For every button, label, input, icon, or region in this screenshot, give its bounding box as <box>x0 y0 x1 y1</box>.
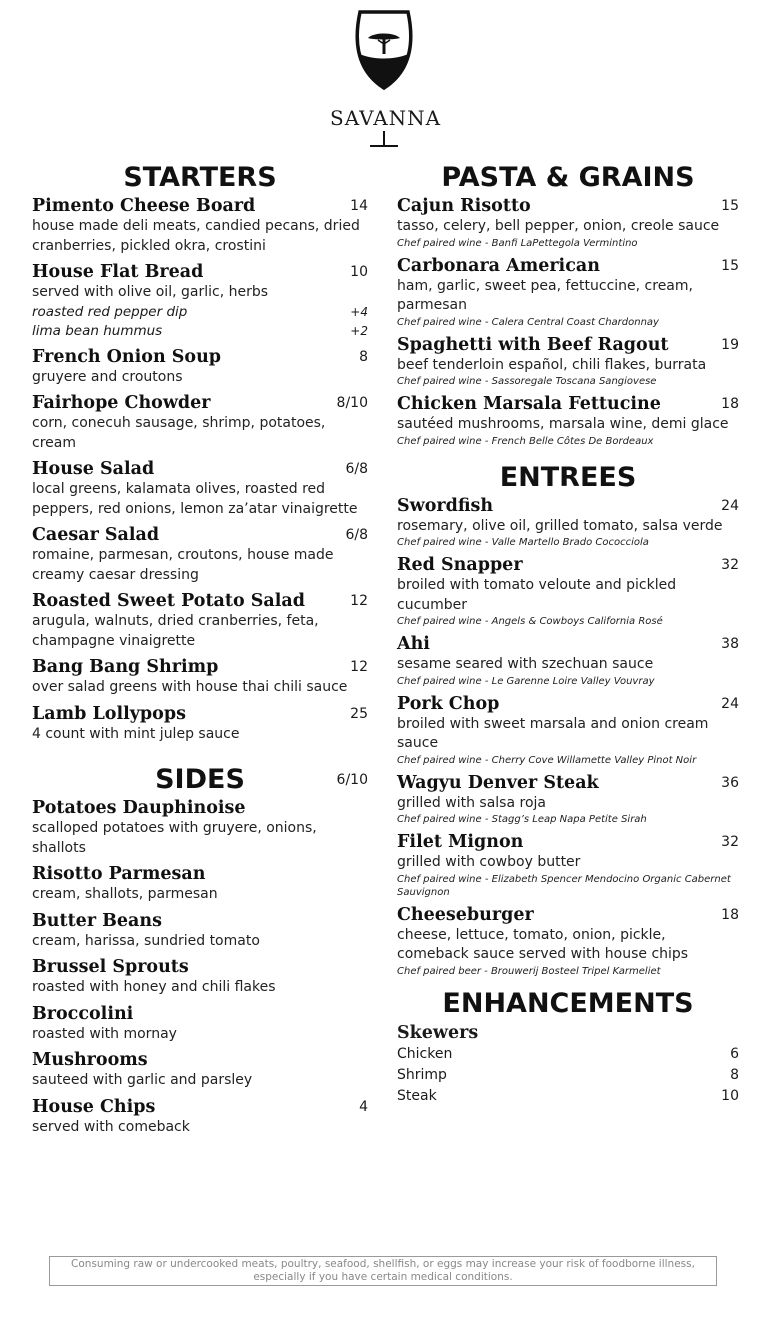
skewer-price: 10 <box>721 1087 739 1104</box>
wine-pairing: Chef paired wine - Banfi LaPettegola Vermintino <box>397 237 638 249</box>
skewer-row <box>397 1044 739 1065</box>
addon-label: lima bean hummus <box>32 322 163 339</box>
item-description: roasted with mornay <box>32 1025 177 1042</box>
menu-item <box>397 905 739 978</box>
menu-item <box>32 196 368 256</box>
brand-name: SAVANNA <box>330 106 442 130</box>
item-price: 25 <box>350 705 368 722</box>
entrees-title: ENTREES <box>499 461 637 493</box>
item-description: sautéed mushrooms, marsala wine, demi glace <box>397 416 729 432</box>
menu-item <box>397 773 739 827</box>
skewer-row <box>397 1065 739 1086</box>
item-description: served with olive oil, garlic, herbs <box>32 284 269 300</box>
skewer-label: Steak <box>397 1087 437 1104</box>
wine-pairing: Chef paired wine - French Belle Côtes De Bordeaux <box>397 435 654 447</box>
item-name: Chicken Marsala Fettucine <box>397 394 661 414</box>
wine-pairing: Chef paired wine - Angels & Cowboys California Rosé <box>397 616 663 627</box>
menu-item <box>32 262 368 341</box>
item-price: 6/8 <box>345 527 368 543</box>
menu-item <box>32 864 368 905</box>
menu-item <box>397 634 739 688</box>
item-name: French Onion Soup <box>32 346 222 367</box>
menu-item <box>32 1050 368 1091</box>
item-name: Lamb Lollypops <box>32 703 186 724</box>
menu-item <box>397 555 739 628</box>
menu-item <box>32 657 368 698</box>
menu-item <box>32 1097 368 1138</box>
enhancements-title: ENHANCEMENTS <box>442 987 694 1019</box>
item-description: rosemary, olive oil, grilled tomato, salsa verde <box>397 517 723 534</box>
item-name: Bang Bang Shrimp <box>32 657 219 677</box>
food-safety-disclaimer: Consuming raw or undercooked meats, poultry, seafood, shellfish, or eggs may increase your risk of foodborne illness, especially if you have certain medical conditions. <box>49 1256 717 1286</box>
item-name: Carbonara American <box>397 255 600 276</box>
item-name: Pimento Cheese Board <box>32 196 256 216</box>
item-name: Ahi <box>397 634 430 654</box>
wine-glass-tree-icon <box>354 10 414 110</box>
item-description: served with comeback <box>32 1118 190 1135</box>
item-name: House Salad <box>32 459 155 479</box>
menu-item <box>32 798 368 858</box>
item-price: 38 <box>721 636 739 652</box>
item-description: grilled with cowboy butter <box>397 854 581 870</box>
item-price: 24 <box>721 497 739 514</box>
item-price: 18 <box>721 906 739 923</box>
logo-base <box>370 145 398 147</box>
item-price: 32 <box>721 834 739 850</box>
menu-item <box>32 525 368 585</box>
item-price: 6/8 <box>345 461 368 477</box>
skewer-price: 6 <box>730 1045 739 1062</box>
skewer-label: Shrimp <box>397 1066 447 1083</box>
item-description: gruyere and croutons <box>32 368 183 385</box>
item-name: House Flat Bread <box>32 262 204 282</box>
item-price: 14 <box>350 198 368 214</box>
item-description: local greens, kalamata olives, roasted red peppers, red onions, lemon za’atar vinaigrette <box>32 481 358 517</box>
item-description: over salad greens with house thai chili sauce <box>32 679 348 695</box>
menu-item <box>32 459 368 519</box>
savanna-logo <box>330 10 442 147</box>
menu-item <box>32 911 368 952</box>
item-price: 24 <box>721 695 739 712</box>
item-price: 12 <box>350 659 368 675</box>
item-name: Mushrooms <box>32 1050 148 1070</box>
item-name: Swordfish <box>397 495 494 516</box>
entrees-list <box>397 496 739 978</box>
addon-row <box>32 322 368 341</box>
wine-pairing: Chef paired wine - Le Garenne Loire Valley Vouvray <box>397 675 655 687</box>
starters-list <box>32 196 368 744</box>
item-description: sauteed with garlic and parsley <box>32 1072 253 1088</box>
item-name: Wagyu Denver Steak <box>397 772 599 793</box>
sides-price: 6/10 <box>336 772 368 788</box>
item-name: Pork Chop <box>397 693 500 714</box>
item-name: Spaghetti with Beef Ragout <box>397 334 669 355</box>
item-price: 10 <box>350 264 368 280</box>
starters-title: STARTERS <box>123 162 277 193</box>
menu-item <box>32 1004 368 1045</box>
menu-item <box>397 694 739 767</box>
menu-item <box>397 196 739 250</box>
item-name: Cheeseburger <box>397 904 534 925</box>
item-name: Filet Mignon <box>397 832 524 852</box>
pasta-title: PASTA & GRAINS <box>441 162 695 193</box>
menu-item <box>397 256 739 329</box>
item-description: house made deli meats, candied pecans, dried cranberries, pickled okra, crostini <box>32 218 360 254</box>
item-description: 4 count with mint julep sauce <box>32 725 240 742</box>
sides-title: SIDES <box>155 764 245 795</box>
sides-header <box>32 762 368 798</box>
item-description: sesame seared with szechuan sauce <box>397 656 654 672</box>
item-name: Caesar Salad <box>32 525 160 545</box>
item-description: corn, conecuh sausage, shrimp, potatoes, cream <box>32 415 326 451</box>
addon-row <box>32 303 368 322</box>
item-name: Roasted Sweet Potato Salad <box>32 591 305 611</box>
item-description: broiled with sweet marsala and onion cream sauce <box>397 715 709 751</box>
item-price: 36 <box>721 774 739 791</box>
item-description: ham, garlic, sweet pea, fettuccine, cream, parmesan <box>397 277 693 313</box>
right-column <box>397 160 739 1107</box>
menu-item <box>32 393 368 453</box>
item-description: cheese, lettuce, tomato, onion, pickle, comeback sauce served with house chips <box>397 926 689 962</box>
item-price: 15 <box>721 198 739 214</box>
menu-item <box>32 957 368 998</box>
item-name: Risotto Parmesan <box>32 864 206 884</box>
menu-item <box>32 704 368 745</box>
item-name: Broccolini <box>32 1003 134 1024</box>
item-name: Butter Beans <box>32 910 162 931</box>
wine-pairing: Chef paired wine - Stagg’s Leap Napa Petite Sirah <box>397 814 647 825</box>
item-price: 18 <box>721 396 739 412</box>
addon-label: roasted red pepper dip <box>32 303 188 320</box>
logo-stem <box>383 131 385 145</box>
item-price: 12 <box>350 593 368 609</box>
item-price: 8 <box>359 348 368 365</box>
item-description: arugula, walnuts, dried cranberries, feta, champagne vinaigrette <box>32 613 319 649</box>
item-price: 15 <box>721 257 739 274</box>
wine-pairing: Chef paired wine - Elizabeth Spencer Mendocino Organic Cabernet Sauvignon <box>397 873 731 898</box>
item-price: 32 <box>721 557 739 573</box>
item-price: 8/10 <box>336 395 368 411</box>
skewers-title: Skewers <box>397 1022 479 1043</box>
left-column <box>32 160 368 1143</box>
item-description: cream, harissa, sundried tomato <box>32 932 260 949</box>
item-price: 19 <box>721 336 739 353</box>
item-description: roasted with honey and chili flakes <box>32 979 276 995</box>
wine-pairing: Chef paired beer - Brouwerij Bosteel Tripel Karmeliet <box>397 965 661 977</box>
skewer-price: 8 <box>730 1066 739 1083</box>
item-description: beef tenderloin español, chili flakes, burrata <box>397 356 707 373</box>
wine-pairing: Chef paired wine - Calera Central Coast Chardonnay <box>397 316 659 328</box>
menu-item <box>397 394 739 448</box>
menu-item <box>397 832 739 899</box>
item-name: Potatoes Dauphinoise <box>32 798 246 818</box>
enhancements-list <box>397 1044 739 1107</box>
menu-item <box>32 347 368 388</box>
skewer-row <box>397 1086 739 1107</box>
item-name: Fairhope Chowder <box>32 393 211 413</box>
skewer-label: Chicken <box>397 1045 453 1062</box>
item-name: Brussel Sprouts <box>32 957 189 977</box>
item-name: Cajun Risotto <box>397 196 531 216</box>
item-name: Red Snapper <box>397 555 523 575</box>
addon-price: +4 <box>350 304 368 319</box>
item-price: 4 <box>359 1098 368 1115</box>
item-description: tasso, celery, bell pepper, onion, creole sauce <box>397 218 720 234</box>
wine-pairing: Chef paired wine - Sassoregale Toscana Sangiovese <box>397 376 657 387</box>
item-description: romaine, parmesan, croutons, house made creamy caesar dressing <box>32 547 334 583</box>
item-description: scalloped potatoes with gruyere, onions, shallots <box>32 820 317 856</box>
item-description: grilled with salsa roja <box>397 794 546 811</box>
pasta-list <box>397 196 739 448</box>
wine-pairing: Chef paired wine - Valle Martello Brado Cococciola <box>397 537 649 548</box>
menu-item <box>32 591 368 651</box>
item-name: House Chips <box>32 1096 156 1117</box>
sides-list <box>32 798 368 1137</box>
item-description: cream, shallots, parmesan <box>32 886 218 902</box>
item-description: broiled with tomato veloute and pickled cucumber <box>397 577 677 613</box>
wine-pairing: Chef paired wine - Cherry Cove Willamette Valley Pinot Noir <box>397 754 697 766</box>
addon-price: +2 <box>350 323 368 338</box>
menu-item <box>397 335 739 389</box>
menu-item <box>397 496 739 550</box>
